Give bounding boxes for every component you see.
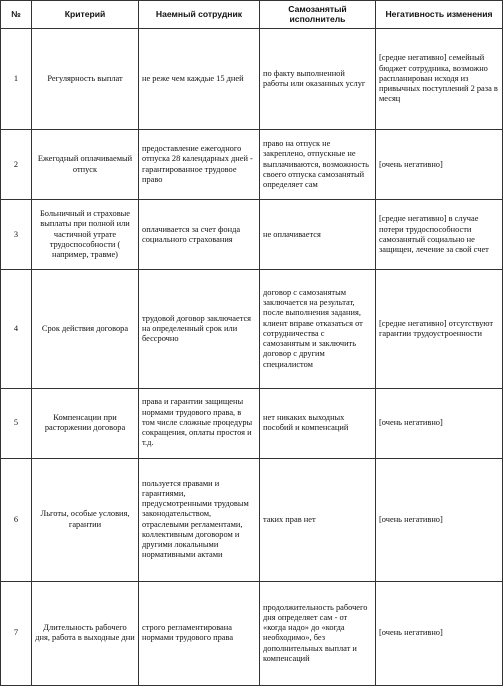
criterion-cell: Регулярность выплат (32, 29, 139, 130)
table-row (1, 130, 503, 200)
criterion-cell: Компенсации при расторжении договора (32, 388, 139, 458)
row-number: 7 (1, 581, 32, 685)
employee-cell: оплачивается за счет фонда социального страхования (139, 200, 260, 270)
self-employed-cell: продолжительность рабочего дня определяет сам - от «когда надо» до «когда необходимо», без дополнительных выплат и компенсаций (260, 581, 376, 685)
header-row (1, 1, 503, 29)
self-employed-cell: таких прав нет (260, 458, 376, 581)
table-row (1, 458, 503, 581)
employee-cell: не реже чем каждые 15 дней (139, 29, 260, 130)
header-number: № (1, 1, 32, 29)
table-row (1, 581, 503, 685)
criterion-cell: Больничный и страховые выплаты при полной или частичной утрате трудоспособности ( например, травме) (32, 200, 139, 270)
negativity-cell: [очень негативно] (376, 581, 503, 685)
employee-cell: пользуется правами и гарантиями, предусмотренными трудовым законодательством, отраслевыми регламентами, коллективным договором и другими локальными нормативными актами (139, 458, 260, 581)
row-number: 3 (1, 200, 32, 270)
header-negativity: Негативность изменения (376, 1, 503, 29)
header-criterion: Критерий (32, 1, 139, 29)
employee-cell: строго регламентирована нормами трудового права (139, 581, 260, 685)
negativity-cell: [очень негативно] (376, 458, 503, 581)
employee-cell: права и гарантии защищены нормами трудового права, в том числе сложные процедуры сокращения, оплаты простоя и т.д. (139, 388, 260, 458)
row-number: 4 (1, 270, 32, 388)
table-row (1, 29, 503, 130)
criterion-cell: Срок действия договора (32, 270, 139, 388)
criterion-cell: Ежегодный оплачиваемый отпуск (32, 130, 139, 200)
criterion-cell: Льготы, особые условия, гарантии (32, 458, 139, 581)
table-row (1, 200, 503, 270)
self-employed-cell: нет никаких выходных пособий и компенсаций (260, 388, 376, 458)
negativity-cell: [очень негативно] (376, 388, 503, 458)
row-number: 5 (1, 388, 32, 458)
self-employed-cell: по факту выполненной работы или оказанных услуг (260, 29, 376, 130)
row-number: 2 (1, 130, 32, 200)
negativity-cell: [очень негативно] (376, 130, 503, 200)
row-number: 1 (1, 29, 32, 130)
criterion-cell: Длительность рабочего дня, работа в выходные дни (32, 581, 139, 685)
header-self-employed: Самозанятый исполнитель (260, 1, 376, 29)
row-number: 6 (1, 458, 32, 581)
employee-cell: трудовой договор заключается на определенный срок или бессрочно (139, 270, 260, 388)
employee-cell: предоставление ежегодного отпуска 28 календарных дней - гарантированное трудовое право (139, 130, 260, 200)
self-employed-cell: право на отпуск не закреплено, отпускные не выплачиваются, возможность своего отпуска самозанятый определяет сам (260, 130, 376, 200)
self-employed-cell: договор с самозанятым заключается на результат, после выполнения задания, клиент вправе отказаться от сотрудничества с самозанятым и заключить договор с другим специалистом (260, 270, 376, 388)
negativity-cell: [средне негативно] отсутствуют гарантии трудоустроенности (376, 270, 503, 388)
table-row (1, 388, 503, 458)
header-employee: Наемный сотрудник (139, 1, 260, 29)
self-employed-cell: не оплачивается (260, 200, 376, 270)
negativity-cell: [средне негативно] в случае потери трудоспособности самозанятый социально не защищен, лечение за свой счет (376, 200, 503, 270)
negativity-cell: [средне негативно] семейный бюджет сотрудника, возможно распланирован исходя из привычных поступлений 2 раза в месяц (376, 29, 503, 130)
table-row (1, 270, 503, 388)
